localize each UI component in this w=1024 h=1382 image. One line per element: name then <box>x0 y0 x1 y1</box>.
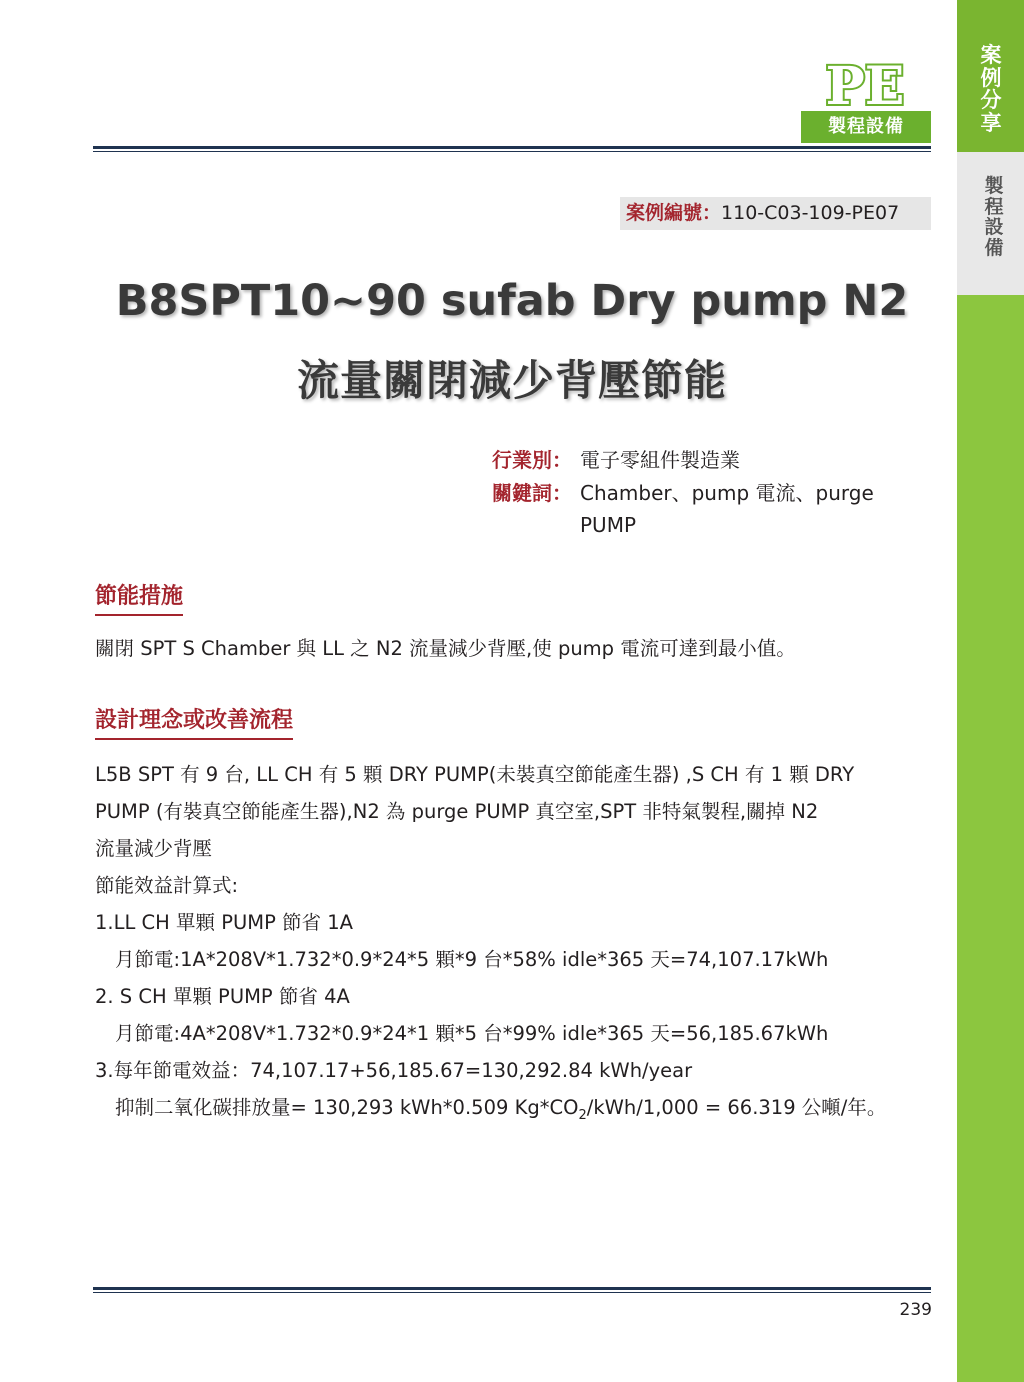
keywords-value-line1: Chamber、pump 電流、purge <box>580 481 874 505</box>
industry-label: 行業別： <box>492 448 572 472</box>
side-tab-secondary-label <box>980 176 1008 258</box>
design-line: 2. S CH 單顆 PUMP 節省 4A <box>95 985 350 1008</box>
co2-suffix: /kWh/1,000 = 66.319 公噸/年。 <box>586 1096 887 1119</box>
keywords-row <box>492 477 874 537</box>
case-number-label: 案例編號： <box>626 202 722 224</box>
header-rule-thin <box>93 151 931 152</box>
pe-logo-letters: PE <box>825 62 905 110</box>
co2-line <box>115 1089 886 1134</box>
case-number <box>620 197 931 230</box>
design-line: 月節電:4A*208V*1.732*0.9*24*1 顆*5 台*99% idle*365 天=56,185.67kWh <box>115 1022 829 1045</box>
side-tab-primary-label <box>977 44 1005 135</box>
side-tab-char: 備 <box>984 236 1004 259</box>
case-number-value: 110-C03-109-PE07 <box>721 202 900 224</box>
page-title-line1: B8SPT10~90 sufab Dry pump N2 <box>115 276 909 326</box>
design-line: 流量減少背壓 <box>95 837 213 860</box>
pe-logo <box>806 62 924 110</box>
keywords-value-line2: PUMP <box>580 513 637 537</box>
side-tab-char: 案 <box>980 43 1002 67</box>
side-tab-char: 享 <box>980 111 1002 136</box>
footer-rule-thin <box>93 1292 931 1293</box>
design-line: 1.LL CH 單顆 PUMP 節省 1A <box>95 911 353 934</box>
design-line: 月節電:1A*208V*1.732*0.9*24*5 顆*9 台*58% idle*365 天=74,107.17kWh <box>115 948 829 971</box>
page-number: 239 <box>899 1300 932 1320</box>
page-title-line2: 流量關閉減少背壓節能 <box>296 356 727 405</box>
section-heading-design: 設計理念或改善流程 <box>95 703 293 740</box>
co2-prefix: 抑制二氧化碳排放量= 130,293 kWh*0.509 Kg*CO <box>115 1096 579 1119</box>
keywords-value <box>580 477 910 541</box>
industry-row <box>492 444 740 476</box>
design-line: PUMP (有裝真空節能產生器),N2 為 purge PUMP 真空室,SPT 非特氣製程,關掉 N2 <box>95 800 819 823</box>
side-tab-char: 設 <box>984 216 1004 239</box>
co2-subscript: 2 <box>578 1107 587 1123</box>
footer-rule <box>93 1287 931 1290</box>
design-line: 節能效益計算式: <box>95 874 239 897</box>
design-line: L5B SPT 有 9 台, LL CH 有 5 顆 DRY PUMP(未裝真空節能產生器) ,S CH 有 1 顆 DRY <box>95 763 855 786</box>
section-badge: 製程設備 <box>801 111 931 143</box>
measures-text: 關閉 SPT S Chamber 與 LL 之 N2 流量減少背壓,使 pump 電流可達到最小值。 <box>95 637 796 660</box>
side-tab-char: 程 <box>984 195 1004 218</box>
side-tab-char: 製 <box>984 175 1004 197</box>
keywords-label: 關鍵詞： <box>492 481 572 505</box>
design-line: 3.每年節電效益：74,107.17+56,185.67=130,292.84 kWh/year <box>95 1059 693 1082</box>
section-heading-measures: 節能措施 <box>95 579 183 616</box>
side-tab-char: 分 <box>980 88 1002 113</box>
side-tab-char: 例 <box>980 65 1002 90</box>
industry-value: 電子零組件製造業 <box>580 448 740 472</box>
header-rule <box>93 146 931 149</box>
